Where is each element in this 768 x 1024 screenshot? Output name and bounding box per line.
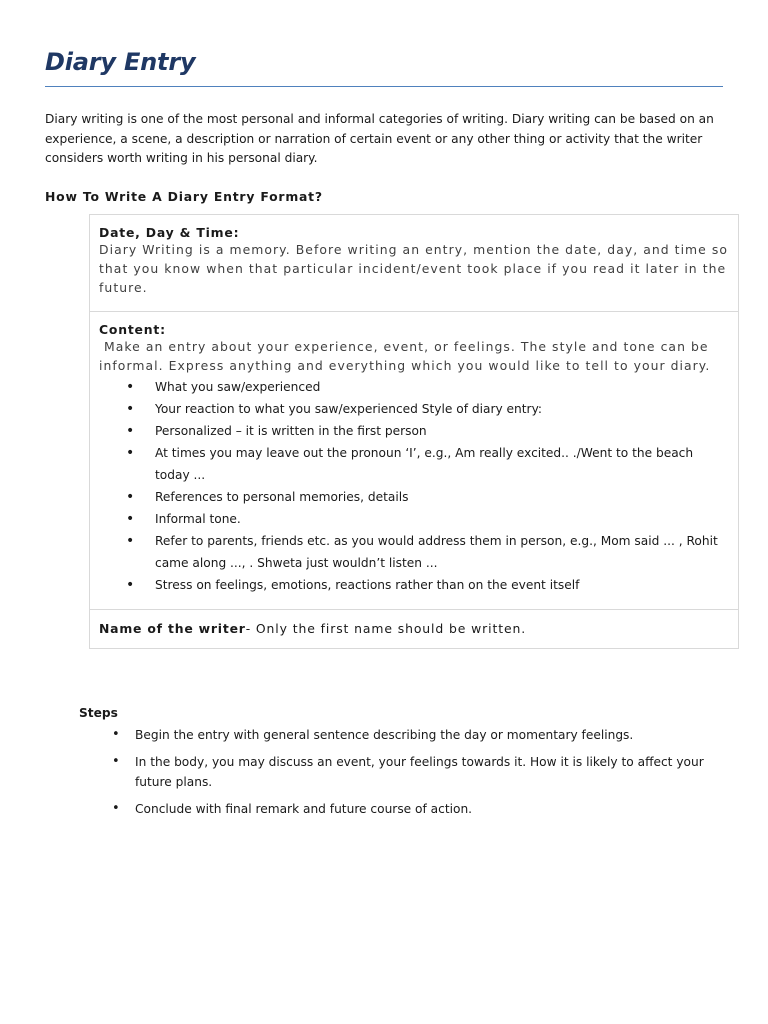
list-item: • Your reaction to what you saw/experienced Style of diary entry: bbox=[146, 398, 729, 420]
content-bullet-list bbox=[99, 376, 729, 596]
date-description: Diary Writing is a memory. Before writing an entry, mention the date, day, and time so that you know when that particular incident/event took place if you read it later in the future. bbox=[99, 242, 728, 295]
list-item: • In the body, you may discuss an event, your feelings towards it. How it is likely to affect your future plans. bbox=[110, 752, 720, 792]
list-item: • References to personal memories, details bbox=[146, 486, 729, 508]
title-underline bbox=[45, 86, 723, 87]
list-item: • Refer to parents, friends etc. as you would address them in person, e.g., Mom said ... , Rohit came along ..., . Shweta just wouldn’t listen ... bbox=[146, 530, 729, 574]
format-section-writer bbox=[90, 610, 738, 648]
intro-paragraph: Diary writing is one of the most personal and informal categories of writing. Diary writing can be based on an experience, a scene, a description or narration of certain event or any other thing or activity that the writer considers worth writing in his personal diary. bbox=[45, 112, 714, 165]
format-section-date bbox=[90, 215, 738, 312]
writer-description: - Only the first name should be written. bbox=[245, 621, 527, 636]
format-table bbox=[89, 214, 739, 649]
list-item: • At times you may leave out the pronoun ‘I’, e.g., Am really excited.. ./Went to the beach today ... bbox=[146, 442, 729, 486]
steps-list bbox=[110, 725, 720, 826]
writer-label: Name of the writer bbox=[99, 621, 246, 636]
list-item: • Begin the entry with general sentence describing the day or momentary feelings. bbox=[110, 725, 720, 745]
list-item: • Personalized – it is written in the first person bbox=[146, 420, 729, 442]
list-item: • Stress on feelings, emotions, reactions rather than on the event itself bbox=[146, 574, 729, 596]
date-label: Date, Day & Time: bbox=[99, 225, 240, 240]
format-section-content bbox=[90, 312, 738, 610]
list-item: • What you saw/experienced bbox=[146, 376, 729, 398]
page-title: Diary Entry bbox=[45, 48, 196, 76]
content-label: Content: bbox=[99, 322, 166, 337]
list-item: • Informal tone. bbox=[146, 508, 729, 530]
steps-heading: Steps bbox=[79, 706, 118, 720]
content-description: Make an entry about your experience, event, or feelings. The style and tone can be informal. Express anything and everything which you would like to tell to your diary. bbox=[99, 339, 714, 373]
list-item: • Conclude with final remark and future course of action. bbox=[110, 799, 720, 819]
section-heading: How To Write A Diary Entry Format? bbox=[45, 189, 323, 204]
